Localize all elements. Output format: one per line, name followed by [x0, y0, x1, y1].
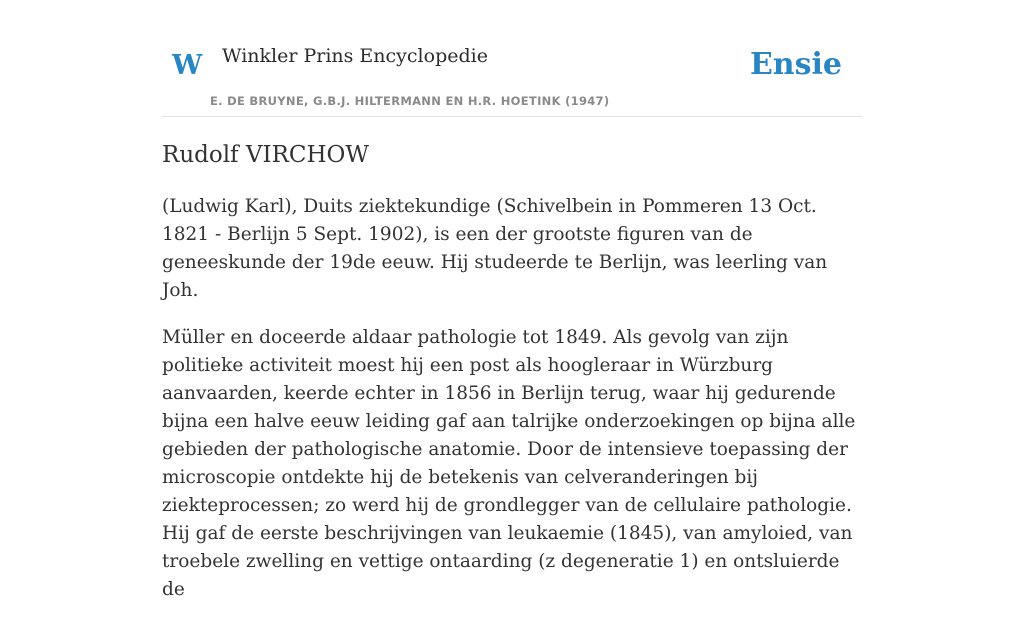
winkler-prins-logo[interactable]: W	[172, 50, 203, 81]
site-header	[162, 0, 862, 117]
article	[162, 139, 862, 623]
article-paragraph-2: Müller en doceerde aldaar pathologie tot 1849. Als gevolg van zijn politieke activiteit moest hij een post als hoogleraar in Würzburg aanvaarden, keerde echter in 1856 in Berlijn terug, waar hij gedurende bijna een halve eeuw leiding gaf aan talrijke onderzoekingen op bijna alle gebieden der pathologische anatomie. Door de intensieve toepassing der microscopie ontdekte hij de betekenis van celveranderingen bij ziekteprocessen; zo werd hij de grondlegger van de cellulaire pathologie. Hij gaf de eerste beschrijvingen van leukaemie (1845), van amyloied, van troebele zwelling en vettige ontaarding (z degeneratie 1) en ontsluierde de	[162, 327, 856, 600]
article-title: Rudolf VIRCHOW	[162, 142, 370, 168]
encyclopedia-title: Winkler Prins Encyclopedie	[222, 45, 488, 67]
article-paragraph-1: (Ludwig Karl), Duits ziektekundige (Schivelbein in Pommeren 13 Oct. 1821 - Berlijn 5 Sept. 1902), is een der grootste figuren van de geneeskunde der 19de eeuw. Hij studeerde te Berlijn, was leerling van Joh.	[162, 196, 828, 301]
ensie-brand-link[interactable]: Ensie	[749, 47, 842, 82]
authors-line: E. DE BRUYNE, G.B.J. HILTERMANN EN H.R. HOETINK (1947)	[210, 94, 610, 108]
